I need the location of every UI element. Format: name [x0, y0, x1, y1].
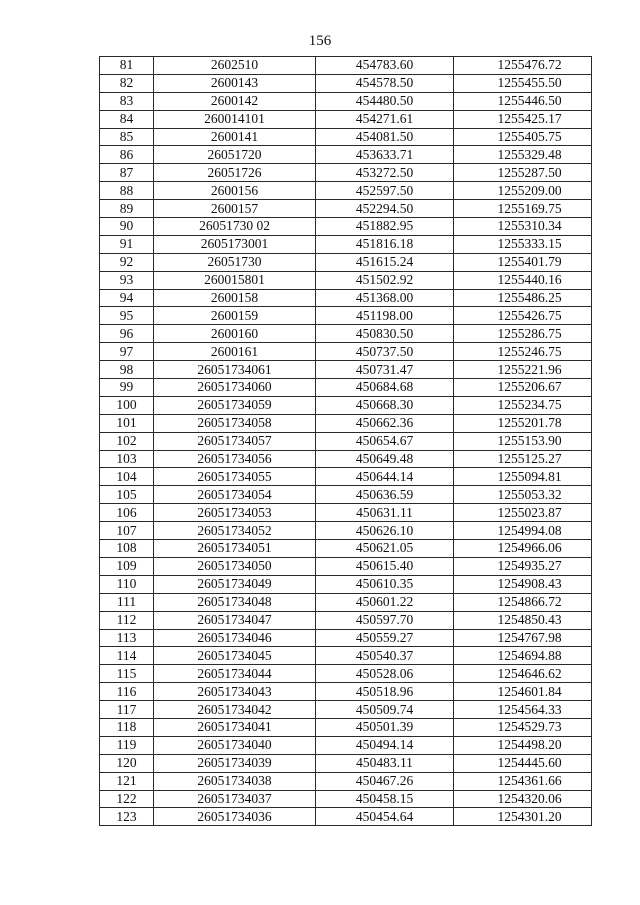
- x-coordinate-cell: 450615.40: [316, 557, 454, 575]
- y-coordinate-cell: 1255401.79: [454, 253, 592, 271]
- table-row: [100, 522, 592, 540]
- point-id-cell: 26051734050: [154, 557, 316, 575]
- x-coordinate-cell: 454783.60: [316, 57, 454, 75]
- row-number-cell: 112: [100, 611, 154, 629]
- row-number-cell: 85: [100, 128, 154, 146]
- row-number-cell: 89: [100, 200, 154, 218]
- point-id-cell: 26051730: [154, 253, 316, 271]
- point-id-cell: 26051734054: [154, 486, 316, 504]
- point-id-cell: 26051734036: [154, 808, 316, 826]
- row-number-cell: 91: [100, 235, 154, 253]
- point-id-cell: 26051734045: [154, 647, 316, 665]
- point-id-cell: 260015801: [154, 271, 316, 289]
- point-id-cell: 2600158: [154, 289, 316, 307]
- page-number: 156: [308, 33, 332, 49]
- x-coordinate-cell: 450621.05: [316, 540, 454, 558]
- x-coordinate-cell: 450518.96: [316, 683, 454, 701]
- table-row: [100, 504, 592, 522]
- y-coordinate-cell: 1255287.50: [454, 164, 592, 182]
- table-row: [100, 325, 592, 343]
- point-id-cell: 26051734049: [154, 575, 316, 593]
- x-coordinate-cell: 450494.14: [316, 736, 454, 754]
- table-row: [100, 450, 592, 468]
- point-id-cell: 26051734047: [154, 611, 316, 629]
- point-id-cell: 26051734055: [154, 468, 316, 486]
- x-coordinate-cell: 450649.48: [316, 450, 454, 468]
- row-number-cell: 106: [100, 504, 154, 522]
- row-number-cell: 107: [100, 522, 154, 540]
- x-coordinate-cell: 450737.50: [316, 343, 454, 361]
- x-coordinate-cell: 450636.59: [316, 486, 454, 504]
- table-row: [100, 92, 592, 110]
- point-id-cell: 26051734053: [154, 504, 316, 522]
- point-id-cell: 26051730 02: [154, 218, 316, 236]
- table-row: [100, 57, 592, 75]
- x-coordinate-cell: 454081.50: [316, 128, 454, 146]
- row-number-cell: 90: [100, 218, 154, 236]
- y-coordinate-cell: 1254767.98: [454, 629, 592, 647]
- coordinates-table: [99, 56, 592, 826]
- y-coordinate-cell: 1255209.00: [454, 182, 592, 200]
- table-row: [100, 110, 592, 128]
- point-id-cell: 260014101: [154, 110, 316, 128]
- y-coordinate-cell: 1255125.27: [454, 450, 592, 468]
- row-number-cell: 102: [100, 432, 154, 450]
- table-row: [100, 164, 592, 182]
- row-number-cell: 84: [100, 110, 154, 128]
- y-coordinate-cell: 1255201.78: [454, 414, 592, 432]
- table-row: [100, 218, 592, 236]
- y-coordinate-cell: 1254694.88: [454, 647, 592, 665]
- table-row: [100, 593, 592, 611]
- point-id-cell: 26051734051: [154, 540, 316, 558]
- row-number-cell: 99: [100, 379, 154, 397]
- point-id-cell: 2600156: [154, 182, 316, 200]
- x-coordinate-cell: 450662.36: [316, 414, 454, 432]
- row-number-cell: 93: [100, 271, 154, 289]
- point-id-cell: 26051734060: [154, 379, 316, 397]
- table-row: [100, 414, 592, 432]
- x-coordinate-cell: 450483.11: [316, 754, 454, 772]
- table-row: [100, 754, 592, 772]
- x-coordinate-cell: 450644.14: [316, 468, 454, 486]
- point-id-cell: 26051734057: [154, 432, 316, 450]
- table-row: [100, 289, 592, 307]
- table-row: [100, 647, 592, 665]
- point-id-cell: 2600159: [154, 307, 316, 325]
- x-coordinate-cell: 453272.50: [316, 164, 454, 182]
- row-number-cell: 110: [100, 575, 154, 593]
- y-coordinate-cell: 1254601.84: [454, 683, 592, 701]
- x-coordinate-cell: 453633.71: [316, 146, 454, 164]
- x-coordinate-cell: 450597.70: [316, 611, 454, 629]
- table-row: [100, 611, 592, 629]
- row-number-cell: 104: [100, 468, 154, 486]
- table-row: [100, 200, 592, 218]
- x-coordinate-cell: 450454.64: [316, 808, 454, 826]
- x-coordinate-cell: 450559.27: [316, 629, 454, 647]
- x-coordinate-cell: 451198.00: [316, 307, 454, 325]
- x-coordinate-cell: 450626.10: [316, 522, 454, 540]
- table-row: [100, 557, 592, 575]
- y-coordinate-cell: 1255425.17: [454, 110, 592, 128]
- x-coordinate-cell: 451615.24: [316, 253, 454, 271]
- table-body: [100, 57, 592, 826]
- y-coordinate-cell: 1255221.96: [454, 361, 592, 379]
- y-coordinate-cell: 1255486.25: [454, 289, 592, 307]
- row-number-cell: 113: [100, 629, 154, 647]
- table-row: [100, 575, 592, 593]
- table-row: [100, 271, 592, 289]
- table-row: [100, 74, 592, 92]
- row-number-cell: 114: [100, 647, 154, 665]
- point-id-cell: 2600160: [154, 325, 316, 343]
- y-coordinate-cell: 1255053.32: [454, 486, 592, 504]
- point-id-cell: 26051720: [154, 146, 316, 164]
- y-coordinate-cell: 1255310.34: [454, 218, 592, 236]
- row-number-cell: 87: [100, 164, 154, 182]
- row-number-cell: 88: [100, 182, 154, 200]
- x-coordinate-cell: 450830.50: [316, 325, 454, 343]
- point-id-cell: 26051734038: [154, 772, 316, 790]
- x-coordinate-cell: 450654.67: [316, 432, 454, 450]
- y-coordinate-cell: 1255094.81: [454, 468, 592, 486]
- table-row: [100, 182, 592, 200]
- x-coordinate-cell: 454480.50: [316, 92, 454, 110]
- point-id-cell: 26051734040: [154, 736, 316, 754]
- row-number-cell: 86: [100, 146, 154, 164]
- row-number-cell: 95: [100, 307, 154, 325]
- table-row: [100, 736, 592, 754]
- row-number-cell: 94: [100, 289, 154, 307]
- point-id-cell: 2600141: [154, 128, 316, 146]
- x-coordinate-cell: 451368.00: [316, 289, 454, 307]
- row-number-cell: 82: [100, 74, 154, 92]
- x-coordinate-cell: 450668.30: [316, 396, 454, 414]
- row-number-cell: 103: [100, 450, 154, 468]
- row-number-cell: 123: [100, 808, 154, 826]
- y-coordinate-cell: 1255446.50: [454, 92, 592, 110]
- y-coordinate-cell: 1255455.50: [454, 74, 592, 92]
- x-coordinate-cell: 450631.11: [316, 504, 454, 522]
- y-coordinate-cell: 1255169.75: [454, 200, 592, 218]
- point-id-cell: 2600157: [154, 200, 316, 218]
- y-coordinate-cell: 1255405.75: [454, 128, 592, 146]
- point-id-cell: 26051734048: [154, 593, 316, 611]
- row-number-cell: 98: [100, 361, 154, 379]
- table-row: [100, 128, 592, 146]
- table-row: [100, 343, 592, 361]
- x-coordinate-cell: 451816.18: [316, 235, 454, 253]
- y-coordinate-cell: 1254908.43: [454, 575, 592, 593]
- row-number-cell: 100: [100, 396, 154, 414]
- x-coordinate-cell: 450610.35: [316, 575, 454, 593]
- x-coordinate-cell: 450458.15: [316, 790, 454, 808]
- point-id-cell: 26051734052: [154, 522, 316, 540]
- table-row: [100, 629, 592, 647]
- point-id-cell: 2600143: [154, 74, 316, 92]
- y-coordinate-cell: 1254564.33: [454, 701, 592, 719]
- x-coordinate-cell: 450601.22: [316, 593, 454, 611]
- row-number-cell: 120: [100, 754, 154, 772]
- row-number-cell: 118: [100, 718, 154, 736]
- row-number-cell: 96: [100, 325, 154, 343]
- x-coordinate-cell: 454271.61: [316, 110, 454, 128]
- point-id-cell: 26051734058: [154, 414, 316, 432]
- row-number-cell: 111: [100, 593, 154, 611]
- point-id-cell: 26051734037: [154, 790, 316, 808]
- table-row: [100, 253, 592, 271]
- table-row: [100, 718, 592, 736]
- row-number-cell: 121: [100, 772, 154, 790]
- x-coordinate-cell: 450528.06: [316, 665, 454, 683]
- y-coordinate-cell: 1254935.27: [454, 557, 592, 575]
- y-coordinate-cell: 1254529.73: [454, 718, 592, 736]
- row-number-cell: 83: [100, 92, 154, 110]
- y-coordinate-cell: 1255234.75: [454, 396, 592, 414]
- x-coordinate-cell: 450501.39: [316, 718, 454, 736]
- row-number-cell: 119: [100, 736, 154, 754]
- y-coordinate-cell: 1254361.66: [454, 772, 592, 790]
- table-row: [100, 701, 592, 719]
- row-number-cell: 81: [100, 57, 154, 75]
- table-row: [100, 307, 592, 325]
- table-row: [100, 808, 592, 826]
- row-number-cell: 109: [100, 557, 154, 575]
- table-row: [100, 665, 592, 683]
- point-id-cell: 2602510: [154, 57, 316, 75]
- x-coordinate-cell: 450684.68: [316, 379, 454, 397]
- table-row: [100, 790, 592, 808]
- row-number-cell: 115: [100, 665, 154, 683]
- row-number-cell: 122: [100, 790, 154, 808]
- y-coordinate-cell: 1254320.06: [454, 790, 592, 808]
- table-row: [100, 379, 592, 397]
- point-id-cell: 2605173001: [154, 235, 316, 253]
- table-row: [100, 396, 592, 414]
- point-id-cell: 26051734039: [154, 754, 316, 772]
- point-id-cell: 26051734046: [154, 629, 316, 647]
- y-coordinate-cell: 1255426.75: [454, 307, 592, 325]
- point-id-cell: 26051734061: [154, 361, 316, 379]
- point-id-cell: 26051726: [154, 164, 316, 182]
- y-coordinate-cell: 1255329.48: [454, 146, 592, 164]
- x-coordinate-cell: 451882.95: [316, 218, 454, 236]
- y-coordinate-cell: 1255476.72: [454, 57, 592, 75]
- y-coordinate-cell: 1254866.72: [454, 593, 592, 611]
- row-number-cell: 97: [100, 343, 154, 361]
- point-id-cell: 26051734056: [154, 450, 316, 468]
- table-row: [100, 432, 592, 450]
- y-coordinate-cell: 1255333.15: [454, 235, 592, 253]
- point-id-cell: 26051734044: [154, 665, 316, 683]
- y-coordinate-cell: 1254301.20: [454, 808, 592, 826]
- point-id-cell: 26051734043: [154, 683, 316, 701]
- y-coordinate-cell: 1254994.08: [454, 522, 592, 540]
- table-row: [100, 772, 592, 790]
- y-coordinate-cell: 1254850.43: [454, 611, 592, 629]
- row-number-cell: 116: [100, 683, 154, 701]
- x-coordinate-cell: 451502.92: [316, 271, 454, 289]
- y-coordinate-cell: 1255286.75: [454, 325, 592, 343]
- point-id-cell: 26051734042: [154, 701, 316, 719]
- y-coordinate-cell: 1255246.75: [454, 343, 592, 361]
- row-number-cell: 105: [100, 486, 154, 504]
- x-coordinate-cell: 452294.50: [316, 200, 454, 218]
- point-id-cell: 26051734059: [154, 396, 316, 414]
- x-coordinate-cell: 452597.50: [316, 182, 454, 200]
- row-number-cell: 108: [100, 540, 154, 558]
- y-coordinate-cell: 1255153.90: [454, 432, 592, 450]
- table-row: [100, 683, 592, 701]
- table-row: [100, 540, 592, 558]
- table-row: [100, 361, 592, 379]
- point-id-cell: 2600142: [154, 92, 316, 110]
- row-number-cell: 101: [100, 414, 154, 432]
- row-number-cell: 92: [100, 253, 154, 271]
- point-id-cell: 26051734041: [154, 718, 316, 736]
- x-coordinate-cell: 450731.47: [316, 361, 454, 379]
- y-coordinate-cell: 1255023.87: [454, 504, 592, 522]
- y-coordinate-cell: 1254498.20: [454, 736, 592, 754]
- table-row: [100, 468, 592, 486]
- y-coordinate-cell: 1255440.16: [454, 271, 592, 289]
- x-coordinate-cell: 450509.74: [316, 701, 454, 719]
- y-coordinate-cell: 1254445.60: [454, 754, 592, 772]
- point-id-cell: 2600161: [154, 343, 316, 361]
- table-row: [100, 235, 592, 253]
- y-coordinate-cell: 1255206.67: [454, 379, 592, 397]
- table-row: [100, 146, 592, 164]
- x-coordinate-cell: 454578.50: [316, 74, 454, 92]
- row-number-cell: 117: [100, 701, 154, 719]
- y-coordinate-cell: 1254966.06: [454, 540, 592, 558]
- y-coordinate-cell: 1254646.62: [454, 665, 592, 683]
- x-coordinate-cell: 450540.37: [316, 647, 454, 665]
- table-row: [100, 486, 592, 504]
- x-coordinate-cell: 450467.26: [316, 772, 454, 790]
